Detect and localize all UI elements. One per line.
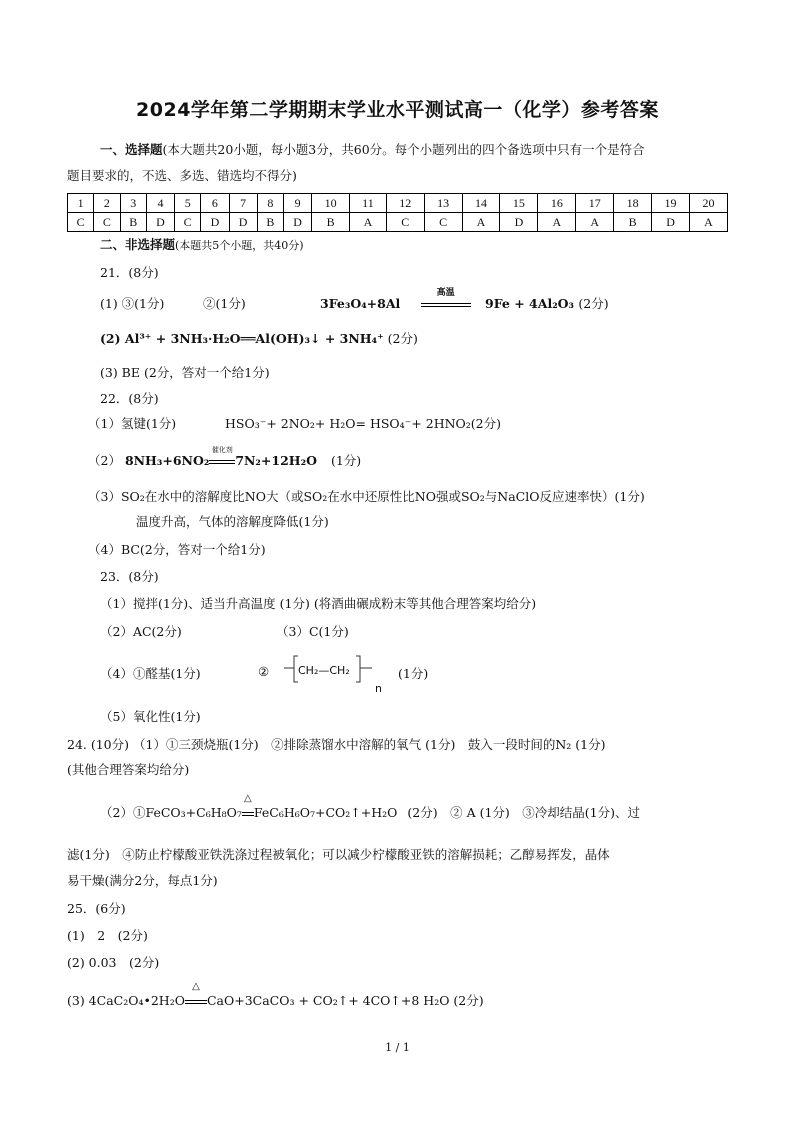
answer-cell: C: [175, 213, 201, 232]
answer-cell: A: [350, 213, 387, 232]
section1-intro: [100, 140, 645, 158]
polyethylene-n: n: [375, 682, 382, 695]
q22-part2: [88, 446, 362, 469]
q24-line2: (其他合理答案均给分): [67, 762, 190, 777]
question-number-cell: 12: [386, 194, 424, 213]
answer-cell: A: [690, 213, 728, 232]
q21-part3: (3) BE (2分，答对一个给1分): [100, 365, 270, 380]
answer-table-number-row: [68, 194, 728, 213]
q21-eq-condition: 高温: [436, 288, 455, 298]
q21-part2-equation: (2) Al³⁺ + 3NH₃·H₂O══Al(OH)₃↓ + 3NH₄⁺: [100, 331, 384, 346]
q24-line1: 24. (10分) （1）①三颈烧瓶(1分) ②排除蒸馏水中溶解的氧气 (1分) 鼓入一段时间的N₂ (1分): [67, 737, 606, 752]
q21-eq-right: 9Fe + 4Al₂O₃: [485, 296, 575, 311]
q21-part1-equation: [320, 288, 609, 312]
q23-part3: （3）C(1分): [276, 624, 349, 639]
question-number-cell: 20: [690, 194, 728, 213]
question-number-cell: 19: [652, 194, 690, 213]
question-number-cell: 10: [312, 194, 350, 213]
answer-cell: D: [146, 213, 174, 232]
question-number-cell: 8: [257, 194, 283, 213]
question-number-cell: 3: [120, 194, 146, 213]
answer-cell: A: [576, 213, 614, 232]
question-number-cell: 4: [146, 194, 174, 213]
q23-part4-score: (1分): [398, 666, 429, 681]
section1-desc-1: (本大题共20小题，每小题3分，共60分。每个小题列出的四个备选项中只有一个是符合: [162, 142, 645, 157]
question-number-cell: 7: [229, 194, 257, 213]
q22-part2-score: (1分): [330, 453, 362, 468]
q24-eq-right: FeC₆H₆O₇+CO₂↑+H₂O: [253, 805, 398, 820]
page-number: 1 / 1: [385, 1041, 410, 1054]
answer-cell: C: [94, 213, 120, 232]
q22-part3-line2: 温度升高，气体的溶解度降低(1分): [136, 514, 329, 529]
q24-line5: 易干燥(满分2分，每点1分): [67, 873, 218, 888]
answer-cell: D: [284, 213, 312, 232]
answer-cell: D: [229, 213, 257, 232]
answer-cell: D: [652, 213, 690, 232]
answer-cell: A: [462, 213, 500, 232]
q24-part2-rest: (2分) ② A (1分) ③冷却结晶(1分)、过: [407, 805, 641, 820]
q22-part1-a: （1）氢键(1分): [88, 416, 177, 431]
question-number-cell: 17: [576, 194, 614, 213]
q25-part2: (2) 0.03 (2分): [67, 955, 160, 970]
q25-part1: (1) 2 (2分): [67, 928, 148, 943]
q21-eq-arrow: [421, 288, 471, 311]
answer-cell: B: [312, 213, 350, 232]
section2-heading: 二、非选择题: [100, 237, 176, 252]
question-number-cell: 14: [462, 194, 500, 213]
answer-cell: B: [120, 213, 146, 232]
q24-part2: [100, 793, 641, 821]
q24-eq-left: FeCO₃+C₆H₈O₇: [145, 805, 242, 820]
q22-eq-right: 7N₂+12H₂O: [235, 453, 317, 468]
q21-part1-b: ②(1分): [203, 296, 246, 311]
q22-eq-left: 8NH₃+6NO₂: [124, 453, 210, 468]
q21-eq-left: 3Fe₃O₄+8Al: [320, 296, 401, 311]
q22-part2-label: （2）: [88, 453, 121, 468]
polyethylene-chain: CH₂—CH₂: [298, 664, 350, 677]
q21-part2: [100, 329, 418, 347]
q23-part1: （1）搅拌(1分)、适当升高温度 (1分) (将酒曲碾成粉末等其他合理答案均给分): [100, 596, 537, 611]
q23-part5: （5）氧化性(1分): [100, 709, 201, 724]
question-number-cell: 15: [500, 194, 538, 213]
q25-eq-condition: △: [192, 981, 200, 992]
question-number-cell: 16: [538, 194, 576, 213]
q23-part2: （2）AC(2分): [100, 624, 182, 639]
q22-part3-line1: （3）SO₂在水中的溶解度比NO大（或SO₂在水中还原性比NO强或SO₂与NaClO反应速率快）(1分): [88, 489, 645, 504]
answer-table-answer-row: [68, 213, 728, 232]
q23-part4-a: （4）①醛基(1分): [100, 666, 201, 681]
q21-part1-a: (1) ③(1分): [100, 296, 165, 311]
question-number-cell: 6: [201, 194, 229, 213]
question-number-cell: 18: [614, 194, 652, 213]
q24-part2-label: （2）①: [100, 805, 146, 820]
q22-part4: （4）BC(2分，答对一个给1分): [88, 542, 266, 557]
q25-eq-arrow: [185, 981, 207, 1008]
q24-line4: 滤(1分) ④防止柠檬酸亚铁洗涤过程被氧化；可以减少柠檬酸亚铁的溶解损耗；乙醇易挥发，晶体: [67, 847, 610, 862]
section2-intro: [100, 235, 304, 253]
q22-eq-condition: 催化剂: [211, 446, 233, 454]
q21-part2-score: (2分): [387, 331, 418, 346]
q25-part3: [67, 981, 484, 1009]
answer-cell: A: [538, 213, 576, 232]
question-number-cell: 13: [424, 194, 462, 213]
answer-cell: B: [614, 213, 652, 232]
q24-eq-condition: △: [244, 793, 252, 804]
question-number-cell: 2: [94, 194, 120, 213]
answer-table: [67, 193, 728, 232]
page-title: 2024学年第二学期期末学业水平测试高一（化学）参考答案: [136, 99, 659, 121]
q24-eq-arrow: [242, 793, 254, 820]
q22-heading: 22．(8分): [100, 391, 159, 406]
q25-eq-left: (3) 4CaC₂O₄•2H₂O: [67, 993, 185, 1008]
answer-cell: C: [424, 213, 462, 232]
q21-heading: 21．(8分): [100, 265, 159, 280]
section2-desc: (本题共5个小题，共40分): [175, 239, 304, 252]
answer-cell: B: [257, 213, 283, 232]
answer-cell: D: [201, 213, 229, 232]
answer-cell: C: [386, 213, 424, 232]
answer-cell: C: [68, 213, 94, 232]
answer-cell: D: [500, 213, 538, 232]
section1-desc-2: 题目要求的，不选、多选、错选均不得分): [67, 168, 297, 183]
question-number-cell: 1: [68, 194, 94, 213]
section1-heading: 一、选择题: [100, 142, 163, 157]
q23-heading: 23．(8分): [100, 569, 159, 584]
q22-part1-b: HSO₃⁻+ 2NO₂+ H₂O= HSO₄⁻+ 2HNO₂(2分): [225, 416, 501, 431]
q25-heading: 25．(6分): [67, 901, 126, 916]
q25-eq-right: CaO+3CaCO₃ + CO₂↑+ 4CO↑+8 H₂O (2分): [206, 993, 484, 1008]
q23-part4-b: ②: [258, 664, 270, 679]
q21-eq-score: (2分): [578, 296, 609, 311]
q22-eq-arrow: [209, 446, 235, 468]
question-number-cell: 5: [175, 194, 201, 213]
question-number-cell: 9: [284, 194, 312, 213]
question-number-cell: 11: [350, 194, 387, 213]
